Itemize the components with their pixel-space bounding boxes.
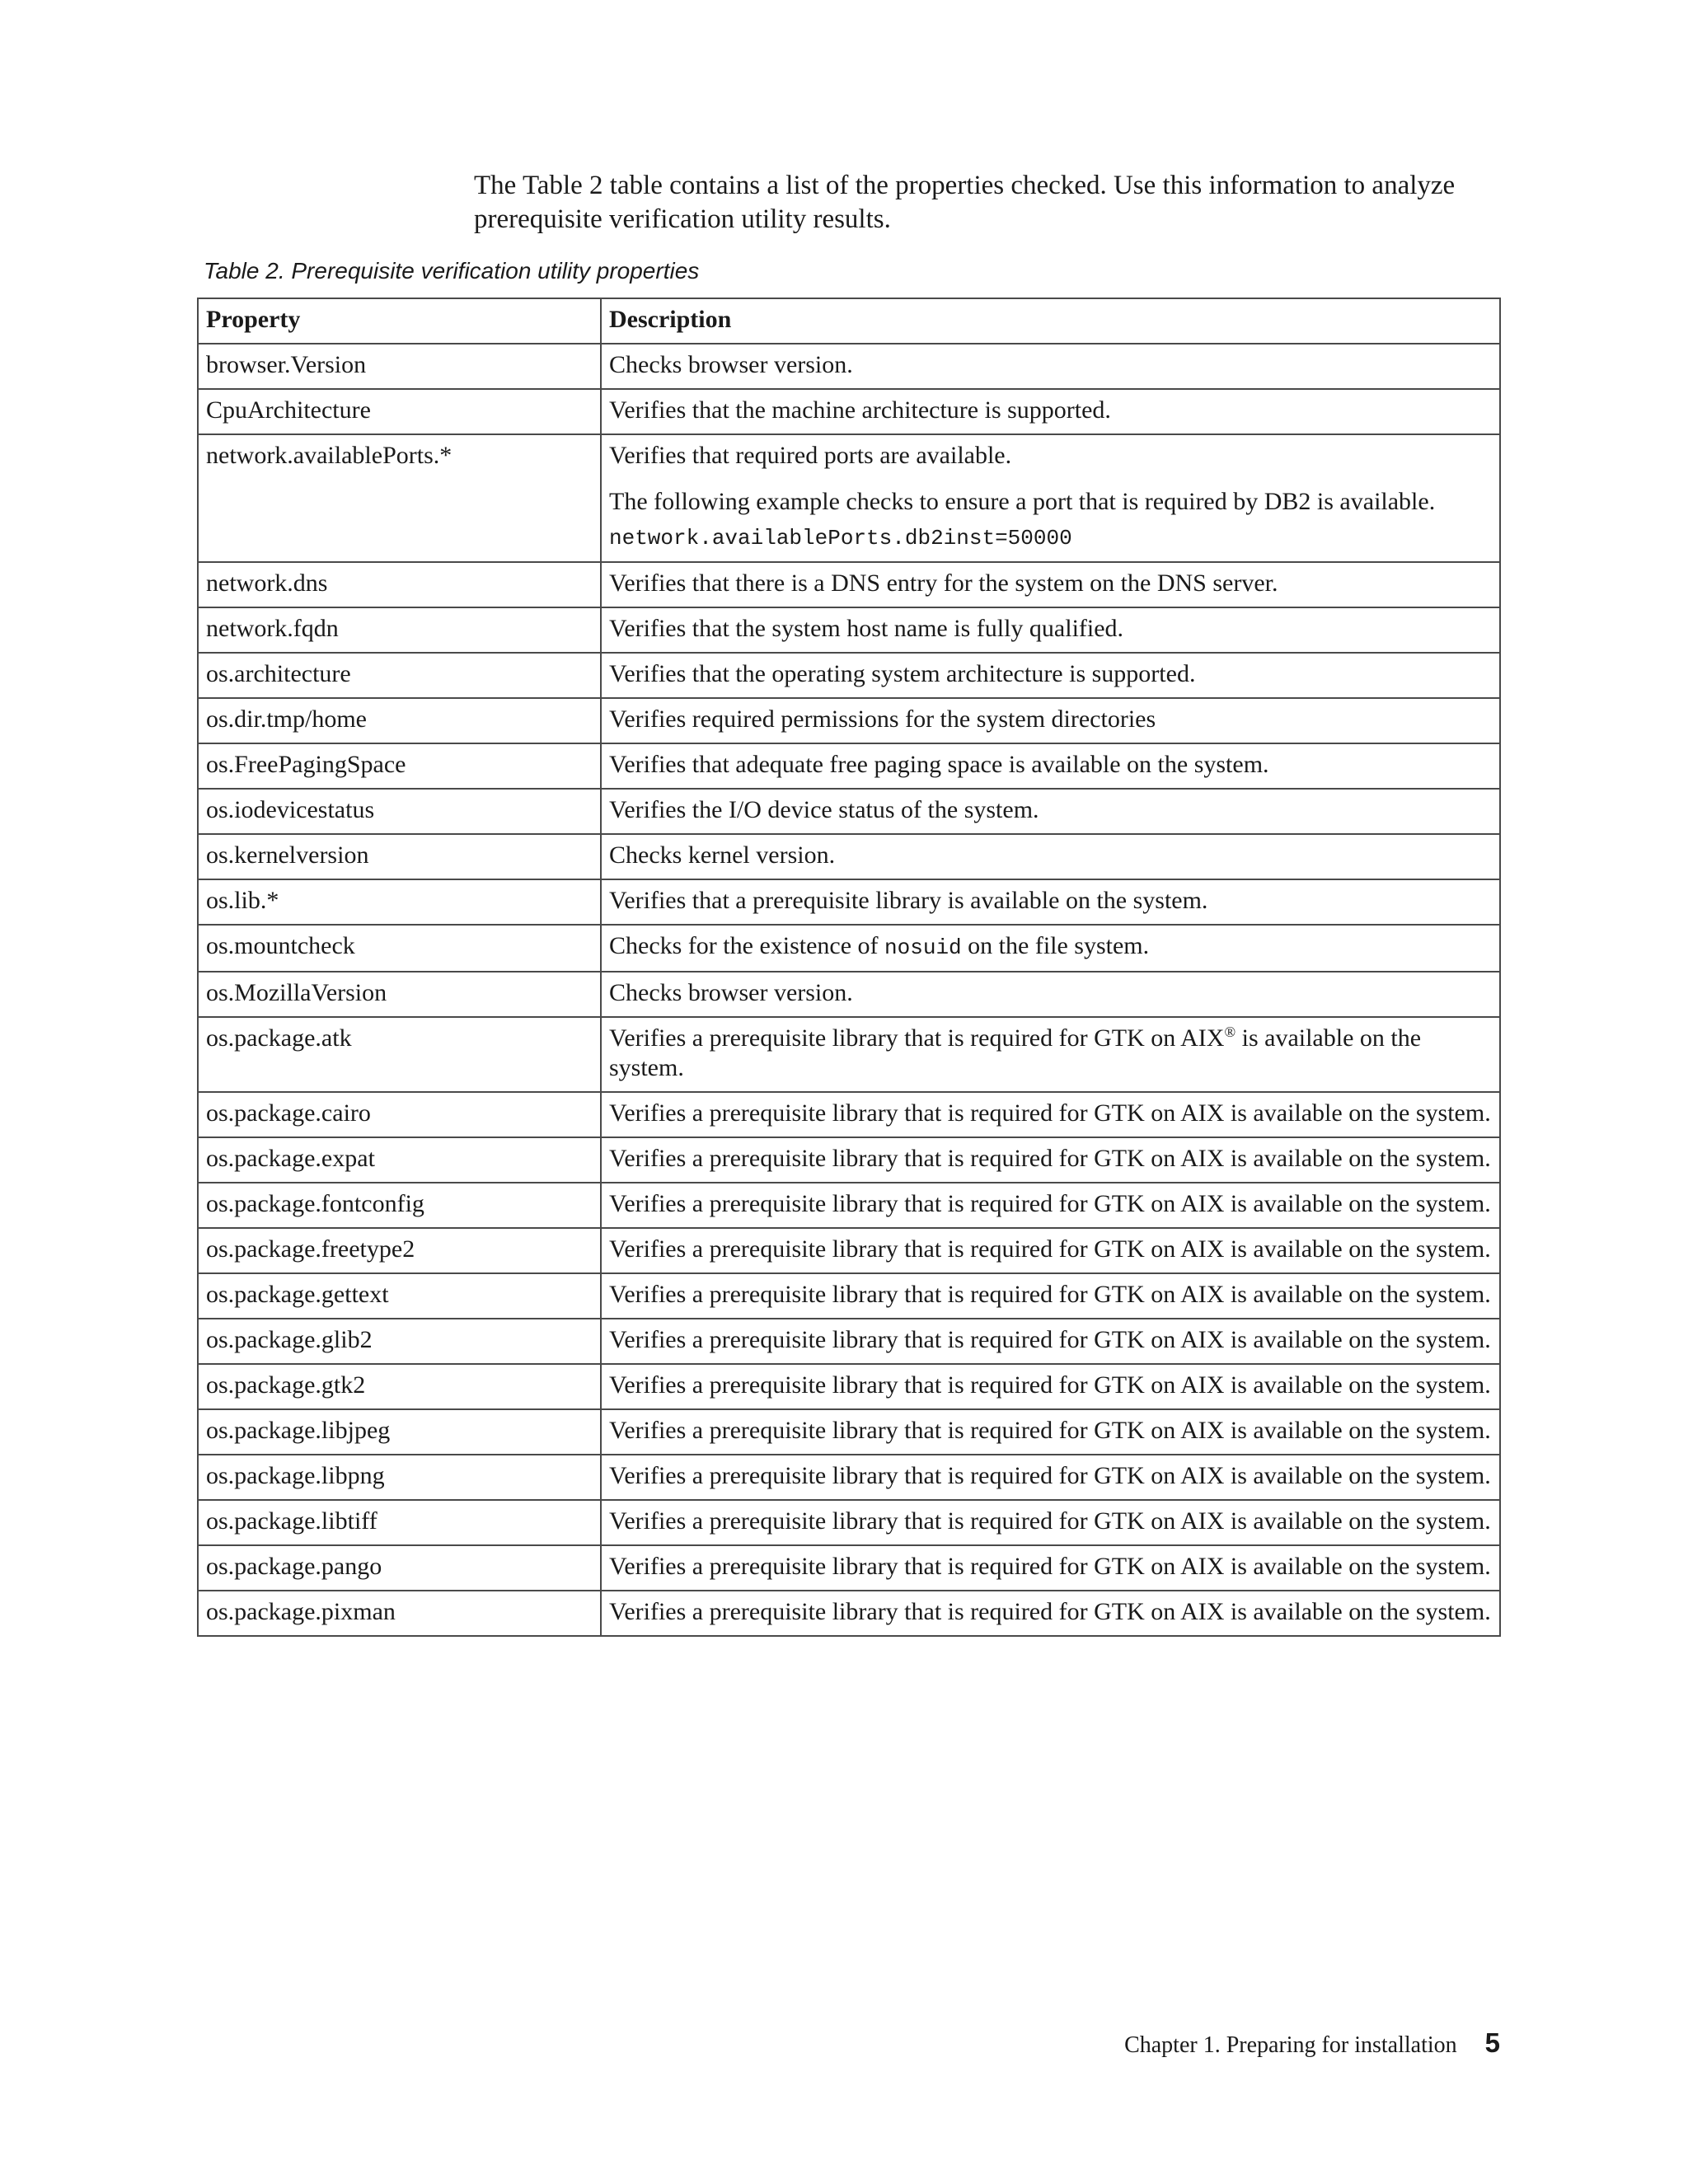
description-text: Checks browser version. [609, 351, 853, 378]
table-header-row [198, 298, 1500, 344]
description-text: Verifies required permissions for the system directories [609, 705, 1156, 733]
description-cell [601, 1319, 1500, 1364]
header-description: Description [601, 298, 1500, 344]
description-text: Verifies a prerequisite library that is required for GTK on AIX is available on the system. [609, 1417, 1491, 1444]
property-cell: os.mountcheck [198, 925, 601, 972]
table-row [198, 698, 1500, 743]
description-text-end: on the file system. [961, 932, 1150, 959]
property-cell: os.package.atk [198, 1017, 601, 1092]
description-cell [601, 879, 1500, 925]
code-example: network.availablePorts.db2inst=50000 [609, 526, 1072, 551]
description-text: Verifies that there is a DNS entry for the system on the DNS server. [609, 569, 1278, 597]
table-row [198, 972, 1500, 1017]
table-row [198, 1183, 1500, 1228]
table-row [198, 1409, 1500, 1455]
description-cell [601, 434, 1500, 562]
description-cell [601, 1500, 1500, 1545]
description-cell [601, 698, 1500, 743]
description-text: Checks browser version. [609, 979, 853, 1006]
table-row [198, 389, 1500, 434]
description-cell [601, 834, 1500, 879]
description-text: Verifies a prerequisite library that is required for GTK on AIX is available on the system. [609, 1099, 1491, 1127]
property-cell: os.package.libjpeg [198, 1409, 601, 1455]
property-cell: os.package.gtk2 [198, 1364, 601, 1409]
table-row [198, 562, 1500, 607]
property-cell: network.availablePorts.* [198, 434, 601, 562]
description-text-end: is available on the system. [609, 1024, 1422, 1081]
description-cell [601, 1092, 1500, 1137]
inline-code: nosuid [884, 935, 962, 960]
table-row [198, 1319, 1500, 1364]
property-cell: os.FreePagingSpace [198, 743, 601, 789]
description-cell [601, 389, 1500, 434]
table-body [198, 344, 1500, 1636]
description-cell [601, 925, 1500, 972]
table-row [198, 743, 1500, 789]
table-row [198, 1364, 1500, 1409]
description-text [609, 1024, 1491, 1083]
description-text: Verifies a prerequisite library that is required for GTK on AIX is available on the system. [609, 1507, 1491, 1535]
table-row [198, 434, 1500, 562]
table-row [198, 344, 1500, 389]
description-cell [601, 972, 1500, 1017]
property-cell: os.package.libtiff [198, 1500, 601, 1545]
table-row [198, 1545, 1500, 1591]
table-row [198, 1092, 1500, 1137]
description-text: Verifies that a prerequisite library is available on the system. [609, 887, 1208, 914]
description-text: Checks kernel version. [609, 841, 836, 869]
registered-mark: ® [1224, 1024, 1236, 1040]
description-cell [601, 344, 1500, 389]
description-text: Verifies that required ports are available. [609, 442, 1012, 469]
description-note: The following example checks to ensure a port that is required by DB2 is available. [609, 488, 1436, 515]
table-row [198, 1137, 1500, 1183]
table-row [198, 879, 1500, 925]
header-property: Property [198, 298, 601, 344]
table-row [198, 1017, 1500, 1092]
description-cell [601, 743, 1500, 789]
table-row [198, 1228, 1500, 1273]
page-footer [1124, 2029, 1500, 2060]
property-cell: os.package.gettext [198, 1273, 601, 1319]
description-cell [601, 1364, 1500, 1409]
property-cell: os.dir.tmp/home [198, 698, 601, 743]
property-cell: os.lib.* [198, 879, 601, 925]
description-text: Verifies a prerequisite library that is required for GTK on AIX is available on the system. [609, 1235, 1491, 1263]
description-cell [601, 1273, 1500, 1319]
property-cell: os.package.glib2 [198, 1319, 601, 1364]
footer-chapter: Chapter 1. Preparing for installation [1124, 2032, 1457, 2058]
description-text-start: Checks for the existence of [609, 932, 885, 959]
property-cell: os.package.libpng [198, 1455, 601, 1500]
description-text: Verifies that the system host name is fully qualified. [609, 615, 1124, 642]
description-cell [601, 1183, 1500, 1228]
property-cell: os.package.pixman [198, 1591, 601, 1636]
description-cell [601, 1017, 1500, 1092]
property-cell: os.kernelversion [198, 834, 601, 879]
table-row [198, 1500, 1500, 1545]
description-text: Verifies that the machine architecture is supported. [609, 396, 1111, 424]
description-text: Verifies the I/O device status of the system. [609, 796, 1039, 823]
property-cell: os.architecture [198, 653, 601, 698]
table-row [198, 1273, 1500, 1319]
description-text: Verifies a prerequisite library that is required for GTK on AIX is available on the system. [609, 1598, 1491, 1625]
property-cell: os.iodevicestatus [198, 789, 601, 834]
property-cell: os.package.freetype2 [198, 1228, 601, 1273]
description-text: Verifies that adequate free paging space is available on the system. [609, 751, 1269, 778]
table-row [198, 834, 1500, 879]
description-text: Verifies a prerequisite library that is required for GTK on AIX is available on the system. [609, 1145, 1491, 1172]
table-row [198, 789, 1500, 834]
description-text: Verifies a prerequisite library that is required for GTK on AIX is available on the system. [609, 1190, 1491, 1217]
intro-paragraph: The Table 2 table contains a list of the properties checked. Use this information to analyze prerequisite verification utility results. [474, 171, 1456, 234]
property-cell: browser.Version [198, 344, 601, 389]
description-cell [601, 1228, 1500, 1273]
page-number: 5 [1484, 2027, 1500, 2058]
description-text [609, 931, 1491, 963]
property-cell: os.package.expat [198, 1137, 601, 1183]
properties-table [197, 298, 1501, 1637]
description-text: Verifies a prerequisite library that is required for GTK on AIX is available on the system. [609, 1462, 1491, 1489]
description-cell [601, 1591, 1500, 1636]
table-row [198, 1591, 1500, 1636]
table-caption: Table 2. Prerequisite verification utility properties [204, 258, 700, 284]
description-cell [601, 1455, 1500, 1500]
description-text: Verifies a prerequisite library that is required for GTK on AIX is available on the system. [609, 1326, 1491, 1353]
property-cell: os.package.cairo [198, 1092, 601, 1137]
property-cell: CpuArchitecture [198, 389, 601, 434]
description-cell [601, 607, 1500, 653]
table-row [198, 607, 1500, 653]
property-cell: network.fqdn [198, 607, 601, 653]
description-cell [601, 562, 1500, 607]
description-cell [601, 789, 1500, 834]
property-cell: os.MozillaVersion [198, 972, 601, 1017]
table-row [198, 925, 1500, 972]
description-text: Verifies that the operating system architecture is supported. [609, 660, 1196, 687]
description-text: Verifies a prerequisite library that is required for GTK on AIX is available on the system. [609, 1371, 1491, 1399]
table-row [198, 1455, 1500, 1500]
description-cell [601, 653, 1500, 698]
property-cell: os.package.fontconfig [198, 1183, 601, 1228]
description-text: Verifies a prerequisite library that is required for GTK on AIX is available on the system. [609, 1553, 1491, 1580]
description-text-start: Verifies a prerequisite library that is required for GTK on AIX [609, 1024, 1225, 1052]
property-cell: network.dns [198, 562, 601, 607]
table-row [198, 653, 1500, 698]
description-cell [601, 1409, 1500, 1455]
description-text: Verifies a prerequisite library that is required for GTK on AIX is available on the system. [609, 1281, 1491, 1308]
description-cell [601, 1137, 1500, 1183]
property-cell: os.package.pango [198, 1545, 601, 1591]
description-cell [601, 1545, 1500, 1591]
